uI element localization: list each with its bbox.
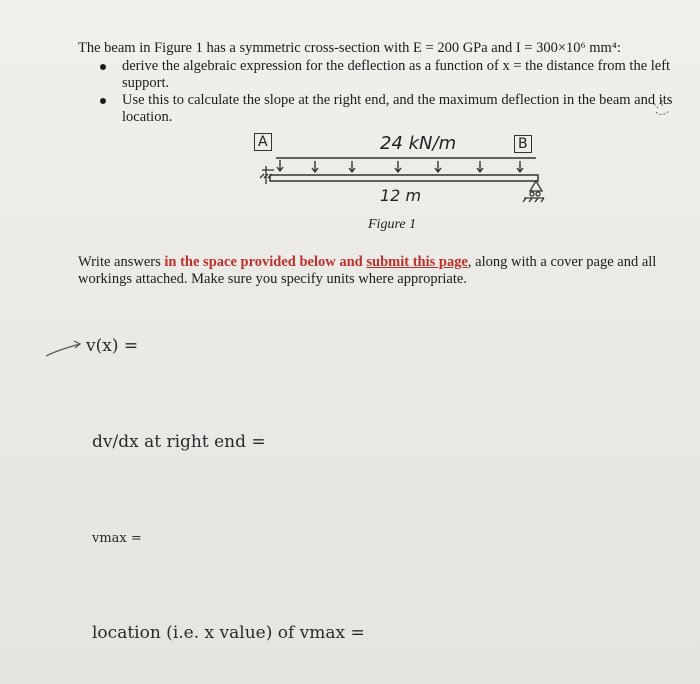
task-item bbox=[100, 58, 690, 92]
answer-slope[interactable] bbox=[92, 432, 266, 452]
answer-vmax[interactable] bbox=[92, 530, 142, 546]
answer-location[interactable] bbox=[92, 623, 365, 643]
deflection-label: v(x) = bbox=[86, 336, 139, 356]
scribble-icon bbox=[650, 98, 676, 122]
pen-mark-icon bbox=[44, 338, 84, 360]
answer-deflection[interactable] bbox=[86, 336, 138, 356]
task-text: Use this to calculate the slope at the right end, and the maximum deflection in the beam and its location. bbox=[122, 92, 673, 125]
load-label: 24 kN/m bbox=[380, 133, 457, 154]
instructions-text-end: , along with a cover page and all workings attached. Make sure you specify units where appropriate. bbox=[78, 254, 657, 287]
span-label: 12 m bbox=[380, 186, 422, 205]
support-b-label: B bbox=[514, 135, 532, 153]
slope-label: dv/dx at right end = bbox=[92, 432, 266, 452]
right-support-icon bbox=[523, 181, 544, 202]
instructions-submit: submit this page bbox=[366, 254, 468, 270]
location-label: location (i.e. x value) of vmax = bbox=[92, 623, 365, 643]
instructions bbox=[78, 254, 678, 288]
load-arrows bbox=[277, 160, 523, 172]
problem-intro: The beam in Figure 1 has a symmetric cross-section with E = 200 GPa and I = 300×10⁶ mm⁴: bbox=[78, 40, 621, 56]
task-list bbox=[100, 58, 690, 126]
bullet-icon bbox=[100, 98, 106, 104]
bullet-icon bbox=[100, 64, 106, 70]
figure-caption: Figure 1 bbox=[368, 217, 417, 232]
task-text: derive the algebraic expression for the deflection as a function of x = the distance from the left support. bbox=[122, 58, 671, 91]
instructions-highlight: in the space provided below and bbox=[164, 254, 367, 270]
beam bbox=[270, 175, 538, 181]
vmax-label: vmax = bbox=[92, 531, 142, 546]
instructions-text: Write answers bbox=[78, 254, 165, 270]
support-a-label: A bbox=[254, 133, 272, 151]
task-item bbox=[100, 92, 690, 126]
